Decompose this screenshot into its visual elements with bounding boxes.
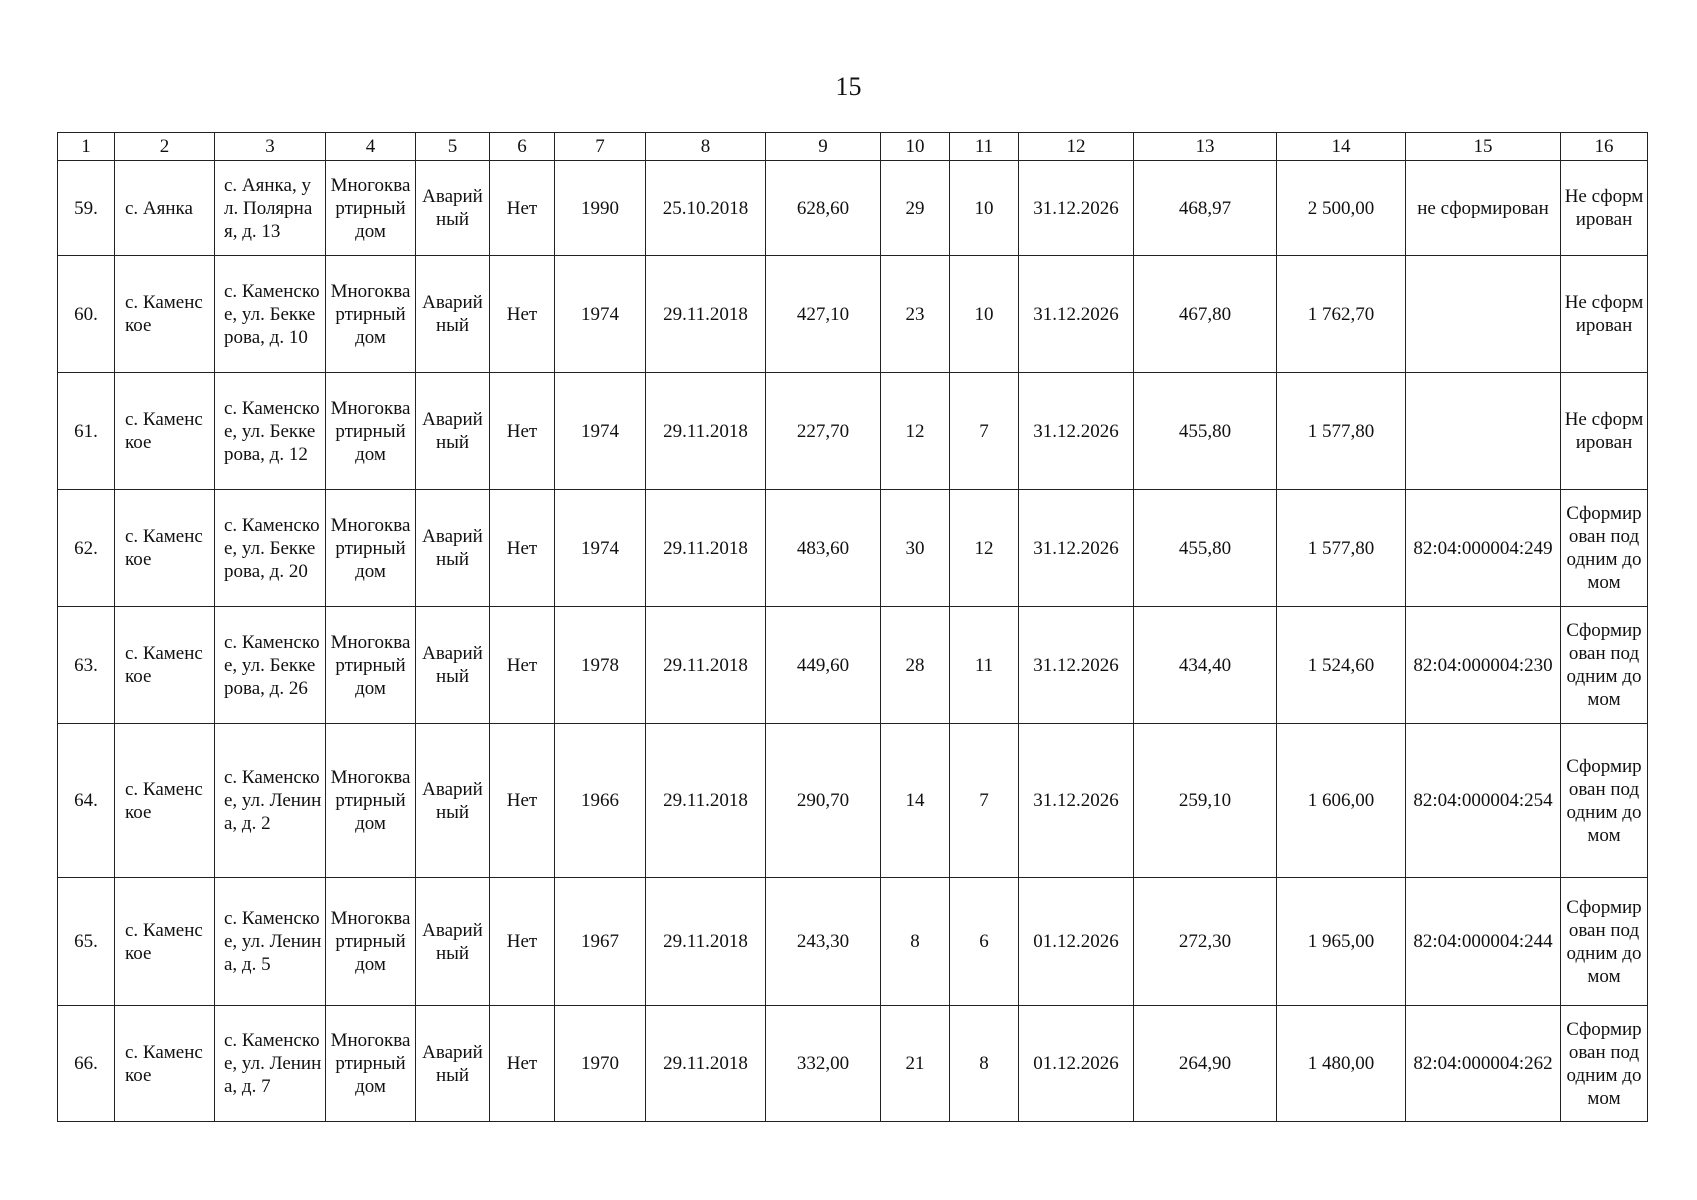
column-header: 15 [1406,133,1561,161]
col10-cell: 8 [881,878,950,1006]
col6-cell: Нет [490,724,555,878]
settlement-cell: с. Каменское [115,256,215,373]
address-cell: с. Каменское, ул. Ленина, д. 7 [215,1006,326,1122]
address-cell: с. Каменское, ул. Беккерова, д. 10 [215,256,326,373]
settlement-cell: с. Каменское [115,373,215,490]
date-cell: 29.11.2018 [646,490,766,607]
table-row [58,490,1648,607]
col14-cell: 2 500,00 [1277,161,1406,256]
column-header: 13 [1134,133,1277,161]
col11-cell: 6 [950,878,1019,1006]
year-cell: 1966 [555,724,646,878]
row-number: 59. [58,161,115,256]
building-type-cell: Многоквартирный дом [326,607,416,724]
status-cell: Аварийный [416,878,490,1006]
address-cell: с. Каменское, ул. Беккерова, д. 26 [215,607,326,724]
column-header: 4 [326,133,416,161]
col6-cell: Нет [490,490,555,607]
col10-cell: 29 [881,161,950,256]
cadastral-cell: 82:04:000004:249 [1406,490,1561,607]
date-cell: 29.11.2018 [646,607,766,724]
col14-cell: 1 965,00 [1277,878,1406,1006]
col6-cell: Нет [490,161,555,256]
col11-cell: 8 [950,1006,1019,1122]
row-number: 64. [58,724,115,878]
deadline-cell: 01.12.2026 [1019,878,1134,1006]
land-status-cell: Не сформирован [1561,373,1648,490]
status-cell: Аварийный [416,490,490,607]
area-cell: 332,00 [766,1006,881,1122]
year-cell: 1974 [555,490,646,607]
deadline-cell: 31.12.2026 [1019,724,1134,878]
deadline-cell: 31.12.2026 [1019,607,1134,724]
cadastral-cell: 82:04:000004:230 [1406,607,1561,724]
col11-cell: 12 [950,490,1019,607]
column-header: 16 [1561,133,1648,161]
year-cell: 1970 [555,1006,646,1122]
row-number: 62. [58,490,115,607]
deadline-cell: 01.12.2026 [1019,1006,1134,1122]
col14-cell: 1 480,00 [1277,1006,1406,1122]
year-cell: 1990 [555,161,646,256]
cadastral-cell: не сформирован [1406,161,1561,256]
date-cell: 29.11.2018 [646,724,766,878]
area-cell: 243,30 [766,878,881,1006]
building-type-cell: Многоквартирный дом [326,490,416,607]
column-number-row [58,133,1648,161]
col10-cell: 23 [881,256,950,373]
area-cell: 290,70 [766,724,881,878]
land-status-cell: Сформирован под одним домом [1561,607,1648,724]
building-type-cell: Многоквартирный дом [326,724,416,878]
date-cell: 29.11.2018 [646,878,766,1006]
col14-cell: 1 524,60 [1277,607,1406,724]
building-type-cell: Многоквартирный дом [326,878,416,1006]
column-header: 7 [555,133,646,161]
status-cell: Аварийный [416,161,490,256]
column-header: 2 [115,133,215,161]
col6-cell: Нет [490,373,555,490]
col6-cell: Нет [490,607,555,724]
deadline-cell: 31.12.2026 [1019,490,1134,607]
building-type-cell: Многоквартирный дом [326,373,416,490]
row-number: 63. [58,607,115,724]
date-cell: 25.10.2018 [646,161,766,256]
table-row [58,724,1648,878]
date-cell: 29.11.2018 [646,373,766,490]
date-cell: 29.11.2018 [646,1006,766,1122]
building-type-cell: Многоквартирный дом [326,256,416,373]
column-header: 10 [881,133,950,161]
settlement-cell: с. Каменское [115,607,215,724]
column-header: 3 [215,133,326,161]
col11-cell: 7 [950,373,1019,490]
col13-cell: 259,10 [1134,724,1277,878]
col13-cell: 467,80 [1134,256,1277,373]
land-status-cell: Сформирован под одним домом [1561,878,1648,1006]
row-number: 61. [58,373,115,490]
table-row [58,607,1648,724]
col14-cell: 1 577,80 [1277,373,1406,490]
settlement-cell: с. Каменское [115,490,215,607]
table-row [58,161,1648,256]
status-cell: Аварийный [416,607,490,724]
col14-cell: 1 762,70 [1277,256,1406,373]
cadastral-cell [1406,373,1561,490]
table-row [58,373,1648,490]
column-header: 6 [490,133,555,161]
building-type-cell: Многоквартирный дом [326,161,416,256]
address-cell: с. Каменское, ул. Ленина, д. 2 [215,724,326,878]
land-status-cell: Сформирован под одним домом [1561,724,1648,878]
col10-cell: 30 [881,490,950,607]
cadastral-cell: 82:04:000004:254 [1406,724,1561,878]
table-row [58,1006,1648,1122]
area-cell: 628,60 [766,161,881,256]
land-status-cell: Не сформирован [1561,256,1648,373]
address-cell: с. Каменское, ул. Ленина, д. 5 [215,878,326,1006]
col6-cell: Нет [490,1006,555,1122]
year-cell: 1974 [555,256,646,373]
col11-cell: 10 [950,256,1019,373]
col14-cell: 1 606,00 [1277,724,1406,878]
col11-cell: 10 [950,161,1019,256]
col6-cell: Нет [490,256,555,373]
col13-cell: 264,90 [1134,1006,1277,1122]
row-number: 65. [58,878,115,1006]
year-cell: 1978 [555,607,646,724]
status-cell: Аварийный [416,724,490,878]
building-type-cell: Многоквартирный дом [326,1006,416,1122]
col10-cell: 21 [881,1006,950,1122]
settlement-cell: с. Аянка [115,161,215,256]
column-header: 9 [766,133,881,161]
cadastral-cell [1406,256,1561,373]
status-cell: Аварийный [416,256,490,373]
settlement-cell: с. Каменское [115,878,215,1006]
land-status-cell: Не сформирован [1561,161,1648,256]
deadline-cell: 31.12.2026 [1019,161,1134,256]
cadastral-cell: 82:04:000004:262 [1406,1006,1561,1122]
table-row [58,878,1648,1006]
status-cell: Аварийный [416,373,490,490]
col11-cell: 11 [950,607,1019,724]
col13-cell: 434,40 [1134,607,1277,724]
col13-cell: 272,30 [1134,878,1277,1006]
area-cell: 227,70 [766,373,881,490]
col13-cell: 455,80 [1134,373,1277,490]
column-header: 14 [1277,133,1406,161]
col13-cell: 455,80 [1134,490,1277,607]
area-cell: 483,60 [766,490,881,607]
row-number: 60. [58,256,115,373]
deadline-cell: 31.12.2026 [1019,256,1134,373]
housing-table [57,132,1648,1122]
settlement-cell: с. Каменское [115,1006,215,1122]
address-cell: с. Каменское, ул. Беккерова, д. 12 [215,373,326,490]
row-number: 66. [58,1006,115,1122]
land-status-cell: Сформирован под одним домом [1561,1006,1648,1122]
cadastral-cell: 82:04:000004:244 [1406,878,1561,1006]
page-number: 15 [835,72,862,101]
deadline-cell: 31.12.2026 [1019,373,1134,490]
year-cell: 1974 [555,373,646,490]
address-cell: с. Каменское, ул. Беккерова, д. 20 [215,490,326,607]
year-cell: 1967 [555,878,646,1006]
column-header: 5 [416,133,490,161]
column-header: 1 [58,133,115,161]
col10-cell: 12 [881,373,950,490]
area-cell: 449,60 [766,607,881,724]
col11-cell: 7 [950,724,1019,878]
area-cell: 427,10 [766,256,881,373]
table-row [58,256,1648,373]
date-cell: 29.11.2018 [646,256,766,373]
col14-cell: 1 577,80 [1277,490,1406,607]
status-cell: Аварийный [416,1006,490,1122]
address-cell: с. Аянка, ул. Полярная, д. 13 [215,161,326,256]
land-status-cell: Сформирован под одним домом [1561,490,1648,607]
col13-cell: 468,97 [1134,161,1277,256]
col10-cell: 28 [881,607,950,724]
column-header: 8 [646,133,766,161]
column-header: 11 [950,133,1019,161]
col6-cell: Нет [490,878,555,1006]
column-header: 12 [1019,133,1134,161]
settlement-cell: с. Каменское [115,724,215,878]
col10-cell: 14 [881,724,950,878]
